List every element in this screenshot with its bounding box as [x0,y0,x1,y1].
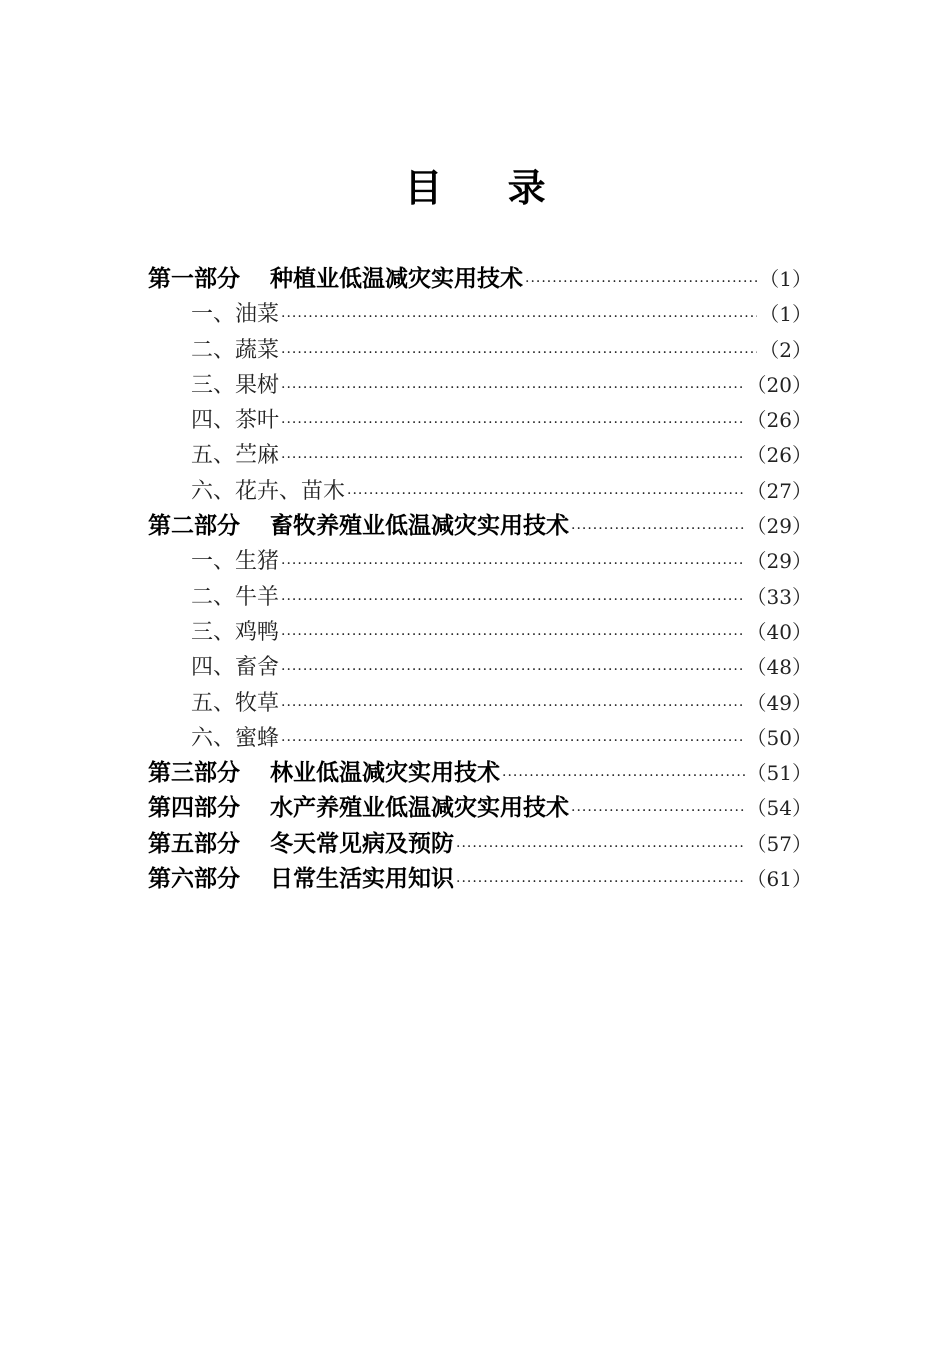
toc-part-entry[interactable] [148,827,812,862]
toc-page-number: （1） [759,267,812,291]
toc-leader-dots [571,512,745,544]
toc-item-title: 一、油菜 [191,302,280,328]
toc-page-number: （1） [759,302,812,327]
toc-leader-dots [281,441,745,473]
toc-part-label: 第六部分 [148,866,240,893]
toc-item-title: 二、蔬菜 [191,337,280,363]
toc-leader-dots [502,759,745,791]
toc-item-title: 四、畜舍 [191,655,280,681]
toc-part-entry[interactable] [148,862,812,897]
toc-leader-dots [281,300,757,332]
toc-leader-dots [525,265,757,297]
toc-item-entry[interactable] [148,686,812,721]
toc-page-number: （26） [746,443,812,468]
toc-leader-dots [281,371,745,403]
toc-item-entry[interactable] [148,615,812,650]
toc-item-title: 六、蜜蜂 [191,725,280,751]
toc-item-title: 五、牧草 [191,690,280,716]
toc-part-title: 种植业低温减灾实用技术 [270,266,523,292]
page-title: 目 录 [404,166,572,210]
toc-part-entry[interactable] [148,756,812,791]
toc-part-label: 第四部分 [148,795,240,822]
toc-part-title: 水产养殖业低温减灾实用技术 [270,795,569,822]
toc-leader-dots [347,477,745,509]
toc-leader-dots [571,794,745,826]
toc-page-number: （2） [759,337,812,362]
toc-item-entry[interactable] [148,721,812,756]
toc-leader-dots [281,689,745,721]
toc-page-number: （49） [746,690,812,715]
toc-item-title: 六、花卉、苗木 [191,478,346,504]
toc-leader-dots [281,547,745,579]
toc-page-number: （54） [746,796,812,821]
toc-part-label: 第二部分 [148,513,240,540]
toc-leader-dots [281,336,757,368]
toc-page-number: （20） [746,372,812,397]
toc-item-entry[interactable] [148,297,812,332]
toc-item-entry[interactable] [148,580,812,615]
toc-leader-dots [281,618,745,650]
toc-item-title: 三、果树 [191,372,280,398]
toc-item-title: 四、茶叶 [191,408,280,434]
toc-page-number: （61） [746,867,812,892]
toc-leader-dots [281,406,745,438]
toc-page-number: （40） [746,619,812,644]
toc-item-entry[interactable] [148,544,812,579]
table-of-contents [148,262,812,897]
toc-part-label: 第五部分 [148,830,240,857]
toc-leader-dots [456,865,745,897]
toc-part-label: 第一部分 [148,266,240,292]
toc-page-number: （27） [746,478,812,503]
toc-leader-dots [456,830,745,862]
toc-part-title: 畜牧养殖业低温减灾实用技术 [270,513,569,540]
toc-part-entry[interactable] [148,791,812,826]
toc-part-label: 第三部分 [148,760,240,787]
toc-leader-dots [281,724,745,756]
toc-item-entry[interactable] [148,650,812,685]
toc-item-entry[interactable] [148,333,812,368]
toc-item-title: 二、牛羊 [191,584,280,610]
toc-part-title: 林业低温减灾实用技术 [270,760,500,787]
toc-item-entry[interactable] [148,403,812,438]
toc-item-entry[interactable] [148,438,812,473]
toc-page-number: （26） [746,408,812,433]
toc-page-number: （57） [746,831,812,856]
toc-page-number: （51） [746,761,812,786]
toc-leader-dots [281,653,745,685]
toc-page-number: （50） [746,725,812,750]
toc-page-number: （29） [746,514,812,539]
toc-item-title: 三、鸡鸭 [191,619,280,645]
toc-page-number: （33） [746,584,812,609]
toc-item-entry[interactable] [148,474,812,509]
toc-leader-dots [281,583,745,615]
toc-part-title: 日常生活实用知识 [270,866,454,893]
toc-part-title: 冬天常见病及预防 [270,830,454,857]
toc-page-number: （48） [746,655,812,680]
toc-part-entry[interactable] [148,509,812,544]
toc-item-title: 一、生猪 [191,549,280,575]
toc-item-title: 五、苎麻 [191,443,280,469]
toc-page-number: （29） [746,549,812,574]
toc-item-entry[interactable] [148,368,812,403]
toc-part-entry[interactable] [148,262,812,297]
